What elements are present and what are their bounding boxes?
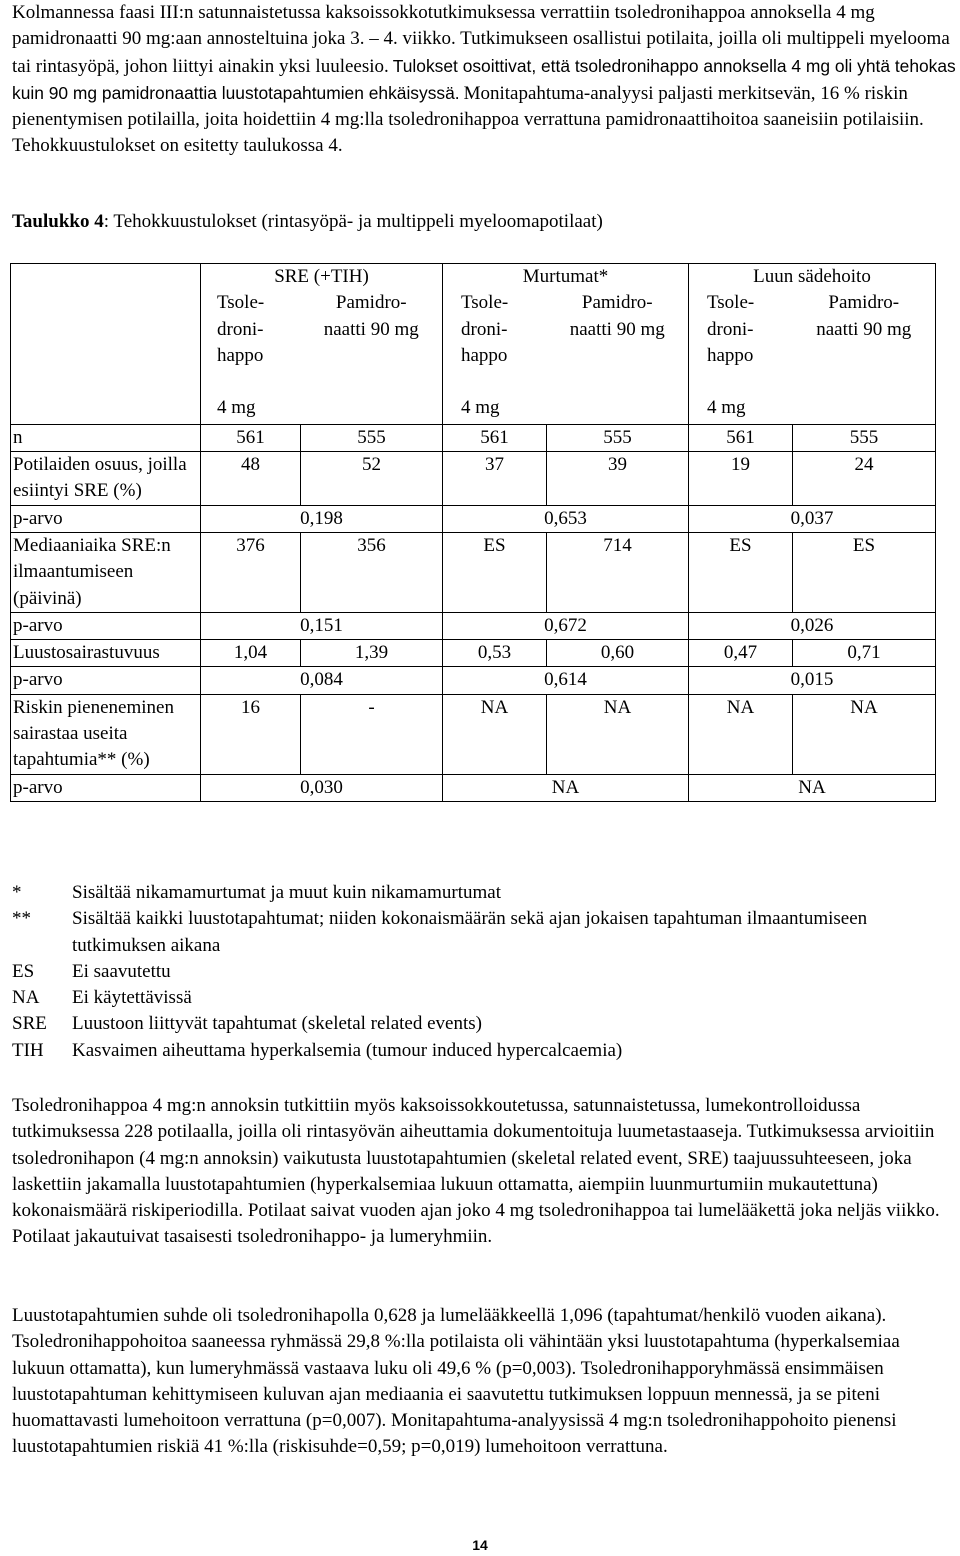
footnote-symbol: SRE <box>12 1013 47 1035</box>
table-caption-text: : Tehokkuustulokset (rintasyöpä- ja multippeli myeloomapotilaat) <box>103 211 603 232</box>
footnote-text: Sisältää nikamamurtumat ja muut kuin nikamamurtumat <box>72 882 501 903</box>
value-cell: 561 <box>201 424 301 451</box>
zol-dose: 4 mg <box>217 397 256 419</box>
row-label: p-arvo <box>11 774 201 801</box>
value-cell: NA <box>547 694 689 774</box>
footnote-text: Ei käytettävissä <box>72 987 192 1009</box>
footnote-text: Sisältää kaikki luustotapahtumat; niiden kokonaismäärän sekä ajan jokaisen tapahtuman ilmaantumiseen tutkimuksen aikana <box>72 908 868 956</box>
zol-header-line3: happo <box>217 344 264 366</box>
p-value-cell: 0,030 <box>201 774 443 801</box>
table-header-row <box>11 264 936 291</box>
value-cell: 714 <box>547 532 689 612</box>
value-cell: 24 <box>793 452 936 506</box>
paragraph-results: Luustotapahtumien suhde oli tsoledronihapolla 0,628 ja lumelääkkeellä 1,096 (tapahtumat/henkilö vuoden aikana). Tsoledronihappohoitoa saaneessa ryhmässä 29,8 %:lla potilaista oli vähintään yksi luustotapahtuma (hyperkalsemiaa lukuun ottamatta), kun lumeryhmässä vastaava luku oli 49,6 % (p=0,003). Tsoledronihapporyhmässä ensimmäisen luustotapahtuman kehittymiseen kuluvan ajan mediaania ei saavutettu tutkimuksen loppuun mennessä, ja se piteni huomattavasti lumehoitoon verrattuna (p=0,007). Monitapahtuma-analyysissä 4 mg:n tsoledronihappohoito pienensi luustotapahtumien riskiä 41 %:lla (riskisuhde=0,59; p=0,019) lumehoitoon verrattuna. <box>12 1305 900 1458</box>
footnote-symbol: ** <box>12 908 31 930</box>
footnote-row <box>10 906 935 959</box>
row-label: p-arvo <box>11 612 201 639</box>
table-row <box>11 452 936 506</box>
table-row <box>11 640 936 667</box>
zol-header-line2: droni- <box>217 318 264 340</box>
group-header-radiotherapy: Luun sädehoito <box>689 264 936 291</box>
footnote-row <box>10 985 935 1011</box>
table-row <box>11 424 936 451</box>
value-cell: 561 <box>689 424 793 451</box>
p-value-cell: 0,198 <box>201 505 443 532</box>
zol-header-cell <box>689 290 793 424</box>
p-value-cell: 0,015 <box>689 667 936 694</box>
zol-header-line2: droni- <box>707 318 754 340</box>
p-value-cell: 0,614 <box>443 667 689 694</box>
value-cell: 555 <box>547 424 689 451</box>
value-cell: 19 <box>689 452 793 506</box>
zol-header-line3: happo <box>707 344 754 366</box>
p-value-cell: 0,653 <box>443 505 689 532</box>
row-label: Riskin pieneneminen sairastaa useita tapahtumia** (%) <box>11 694 201 774</box>
footnote-row <box>10 1038 935 1064</box>
table-caption-label: Taulukko 4 <box>12 211 104 232</box>
table-row-pvalue <box>11 612 936 639</box>
pam-header-cell <box>793 290 936 424</box>
row-label: Potilaiden osuus, joilla esiintyi SRE (%) <box>11 452 201 506</box>
pam-header-line2: naatti 90 mg <box>569 318 665 340</box>
footnote-symbol: ES <box>12 960 35 982</box>
zol-header-line3: happo <box>461 344 508 366</box>
value-cell: ES <box>689 532 793 612</box>
value-cell: 561 <box>443 424 547 451</box>
value-cell: NA <box>793 694 936 774</box>
pam-header-line1: Pamidro- <box>828 292 900 314</box>
p-value-cell: 0,026 <box>689 612 936 639</box>
table-row-pvalue <box>11 505 936 532</box>
footnote-row <box>10 959 935 985</box>
value-cell: 37 <box>443 452 547 506</box>
p-value-cell: 0,037 <box>689 505 936 532</box>
footnote-symbol: TIH <box>12 1039 44 1061</box>
intro-text-part1: Kolmannessa faasi III:n satunnaistetussa kaksoissokkotutkimuksessa verrattiin tsoledronihappoa annoksella 4 mg pamidronaatti 90 mg:aan annosteltuina joka 3. – 4. viikko. Tutkimukseen osallistui potilaita, joilla oli multippeli myelooma tai rintasyöpä, johon liittyi ainakin yksi luuleesio. <box>12 2 950 77</box>
p-value-cell: 0,672 <box>443 612 689 639</box>
table-row-pvalue <box>11 774 936 801</box>
table-row <box>11 532 936 612</box>
group-header-sre: SRE (+TIH) <box>201 264 443 291</box>
footnote-symbol: NA <box>12 987 40 1009</box>
footnote-text: Kasvaimen aiheuttama hyperkalsemia (tumour induced hypercalcaemia) <box>72 1039 623 1061</box>
footnote-symbol: * <box>12 882 22 903</box>
intro-text-part2: Tulokset osoittivat, että tsoledronihappo annoksella 4 mg oli yhtä tehokas kuin 90 mg pamidronaattia luustotapahtumien ehkäisyssä. <box>12 55 956 103</box>
pam-header-line1: Pamidro- <box>581 292 653 314</box>
zol-header-cell <box>201 290 301 424</box>
value-cell: 0,53 <box>443 640 547 667</box>
intro-text-part3: Monitapahtuma-analyysi paljasti merkitsevän, 16 % riskin pienentymisen potilailla, joita hoidettiin 4 mg:lla tsoledronihappoa verrattuna pamidronaattihoitoa saaneisiin potilaisiin. Tehokkuustulokset on esitetty taulukossa 4. <box>12 82 924 157</box>
value-cell: ES <box>443 532 547 612</box>
row-label: p-arvo <box>11 505 201 532</box>
p-value-cell: 0,084 <box>201 667 443 694</box>
footnote-text: Luustoon liittyvät tapahtumat (skeletal related events) <box>72 1013 482 1035</box>
value-cell: NA <box>443 694 547 774</box>
efficacy-table <box>10 263 936 802</box>
value-cell: 1,39 <box>301 640 443 667</box>
table-corner-cell <box>11 264 201 425</box>
zol-header-line1: Tsole- <box>217 292 265 314</box>
table-row-pvalue <box>11 667 936 694</box>
value-cell: 376 <box>201 532 301 612</box>
group-header-fractures: Murtumat* <box>443 264 689 291</box>
pam-header-cell <box>301 290 443 424</box>
value-cell: 356 <box>301 532 443 612</box>
footnote-row <box>10 1011 935 1037</box>
pam-header-line2: naatti 90 mg <box>816 318 912 340</box>
paragraph-placebo-study: Tsoledronihappoa 4 mg:n annoksin tutkittiin myös kaksoissokkoutetussa, satunnaistetussa, lumekontrolloidussa tutkimuksessa 228 potilaalla, joilla oli rintasyövän aiheuttamia dokumentoituja luumetastaaseja. Tutkimuksessa arvioitiin tsoledronihapon (4 mg:n annoksin) vaikutusta luustotapahtumien (skeletal related event, SRE) taajuussuhteeseen, joka laskettiin jakamalla luustotapahtumien (hyperkalsemiaa lukuun ottamatta, aiempiin luunmurtumiin mukautettuna) kokonaismäärä riskiperiodilla. Potilaat saivat vuoden ajan joko 4 mg tsoledronihappoa tai lumelääkettä joka neljäs viikko. Potilaat jakautuivat tasaisesti tsoledronihappo- ja lumeryhmiin. <box>12 1095 940 1248</box>
value-cell: 0,60 <box>547 640 689 667</box>
table-footnotes <box>10 880 935 1064</box>
value-cell: ES <box>793 532 936 612</box>
p-value-cell: NA <box>443 774 689 801</box>
table-row <box>11 694 936 774</box>
zol-header-line1: Tsole- <box>461 292 509 314</box>
zol-header-cell <box>443 290 547 424</box>
footnote-row <box>10 880 935 906</box>
pam-header-line1: Pamidro- <box>335 292 407 314</box>
row-label: Luustosairastuvuus <box>11 640 201 667</box>
table-caption <box>12 209 952 235</box>
row-label: n <box>11 424 201 451</box>
value-cell: NA <box>689 694 793 774</box>
value-cell: 39 <box>547 452 689 506</box>
row-label: p-arvo <box>11 667 201 694</box>
page-number: 14 <box>472 1537 488 1553</box>
zol-dose: 4 mg <box>461 397 500 419</box>
pam-header-cell <box>547 290 689 424</box>
table-body <box>11 424 936 801</box>
row-label: Mediaaniaika SRE:n ilmaantumiseen (päivinä) <box>11 532 201 612</box>
zol-header-line2: droni- <box>461 318 508 340</box>
pam-header-line2: naatti 90 mg <box>323 318 419 340</box>
value-cell: 52 <box>301 452 443 506</box>
value-cell: - <box>301 694 443 774</box>
zol-header-line1: Tsole- <box>707 292 755 314</box>
intro-paragraph <box>12 0 956 160</box>
value-cell: 48 <box>201 452 301 506</box>
footnote-text: Ei saavutettu <box>72 960 171 982</box>
value-cell: 16 <box>201 694 301 774</box>
zol-dose: 4 mg <box>707 397 746 419</box>
p-value-cell: 0,151 <box>201 612 443 639</box>
value-cell: 1,04 <box>201 640 301 667</box>
value-cell: 555 <box>793 424 936 451</box>
value-cell: 555 <box>301 424 443 451</box>
p-value-cell: NA <box>689 774 936 801</box>
value-cell: 0,71 <box>793 640 936 667</box>
value-cell: 0,47 <box>689 640 793 667</box>
